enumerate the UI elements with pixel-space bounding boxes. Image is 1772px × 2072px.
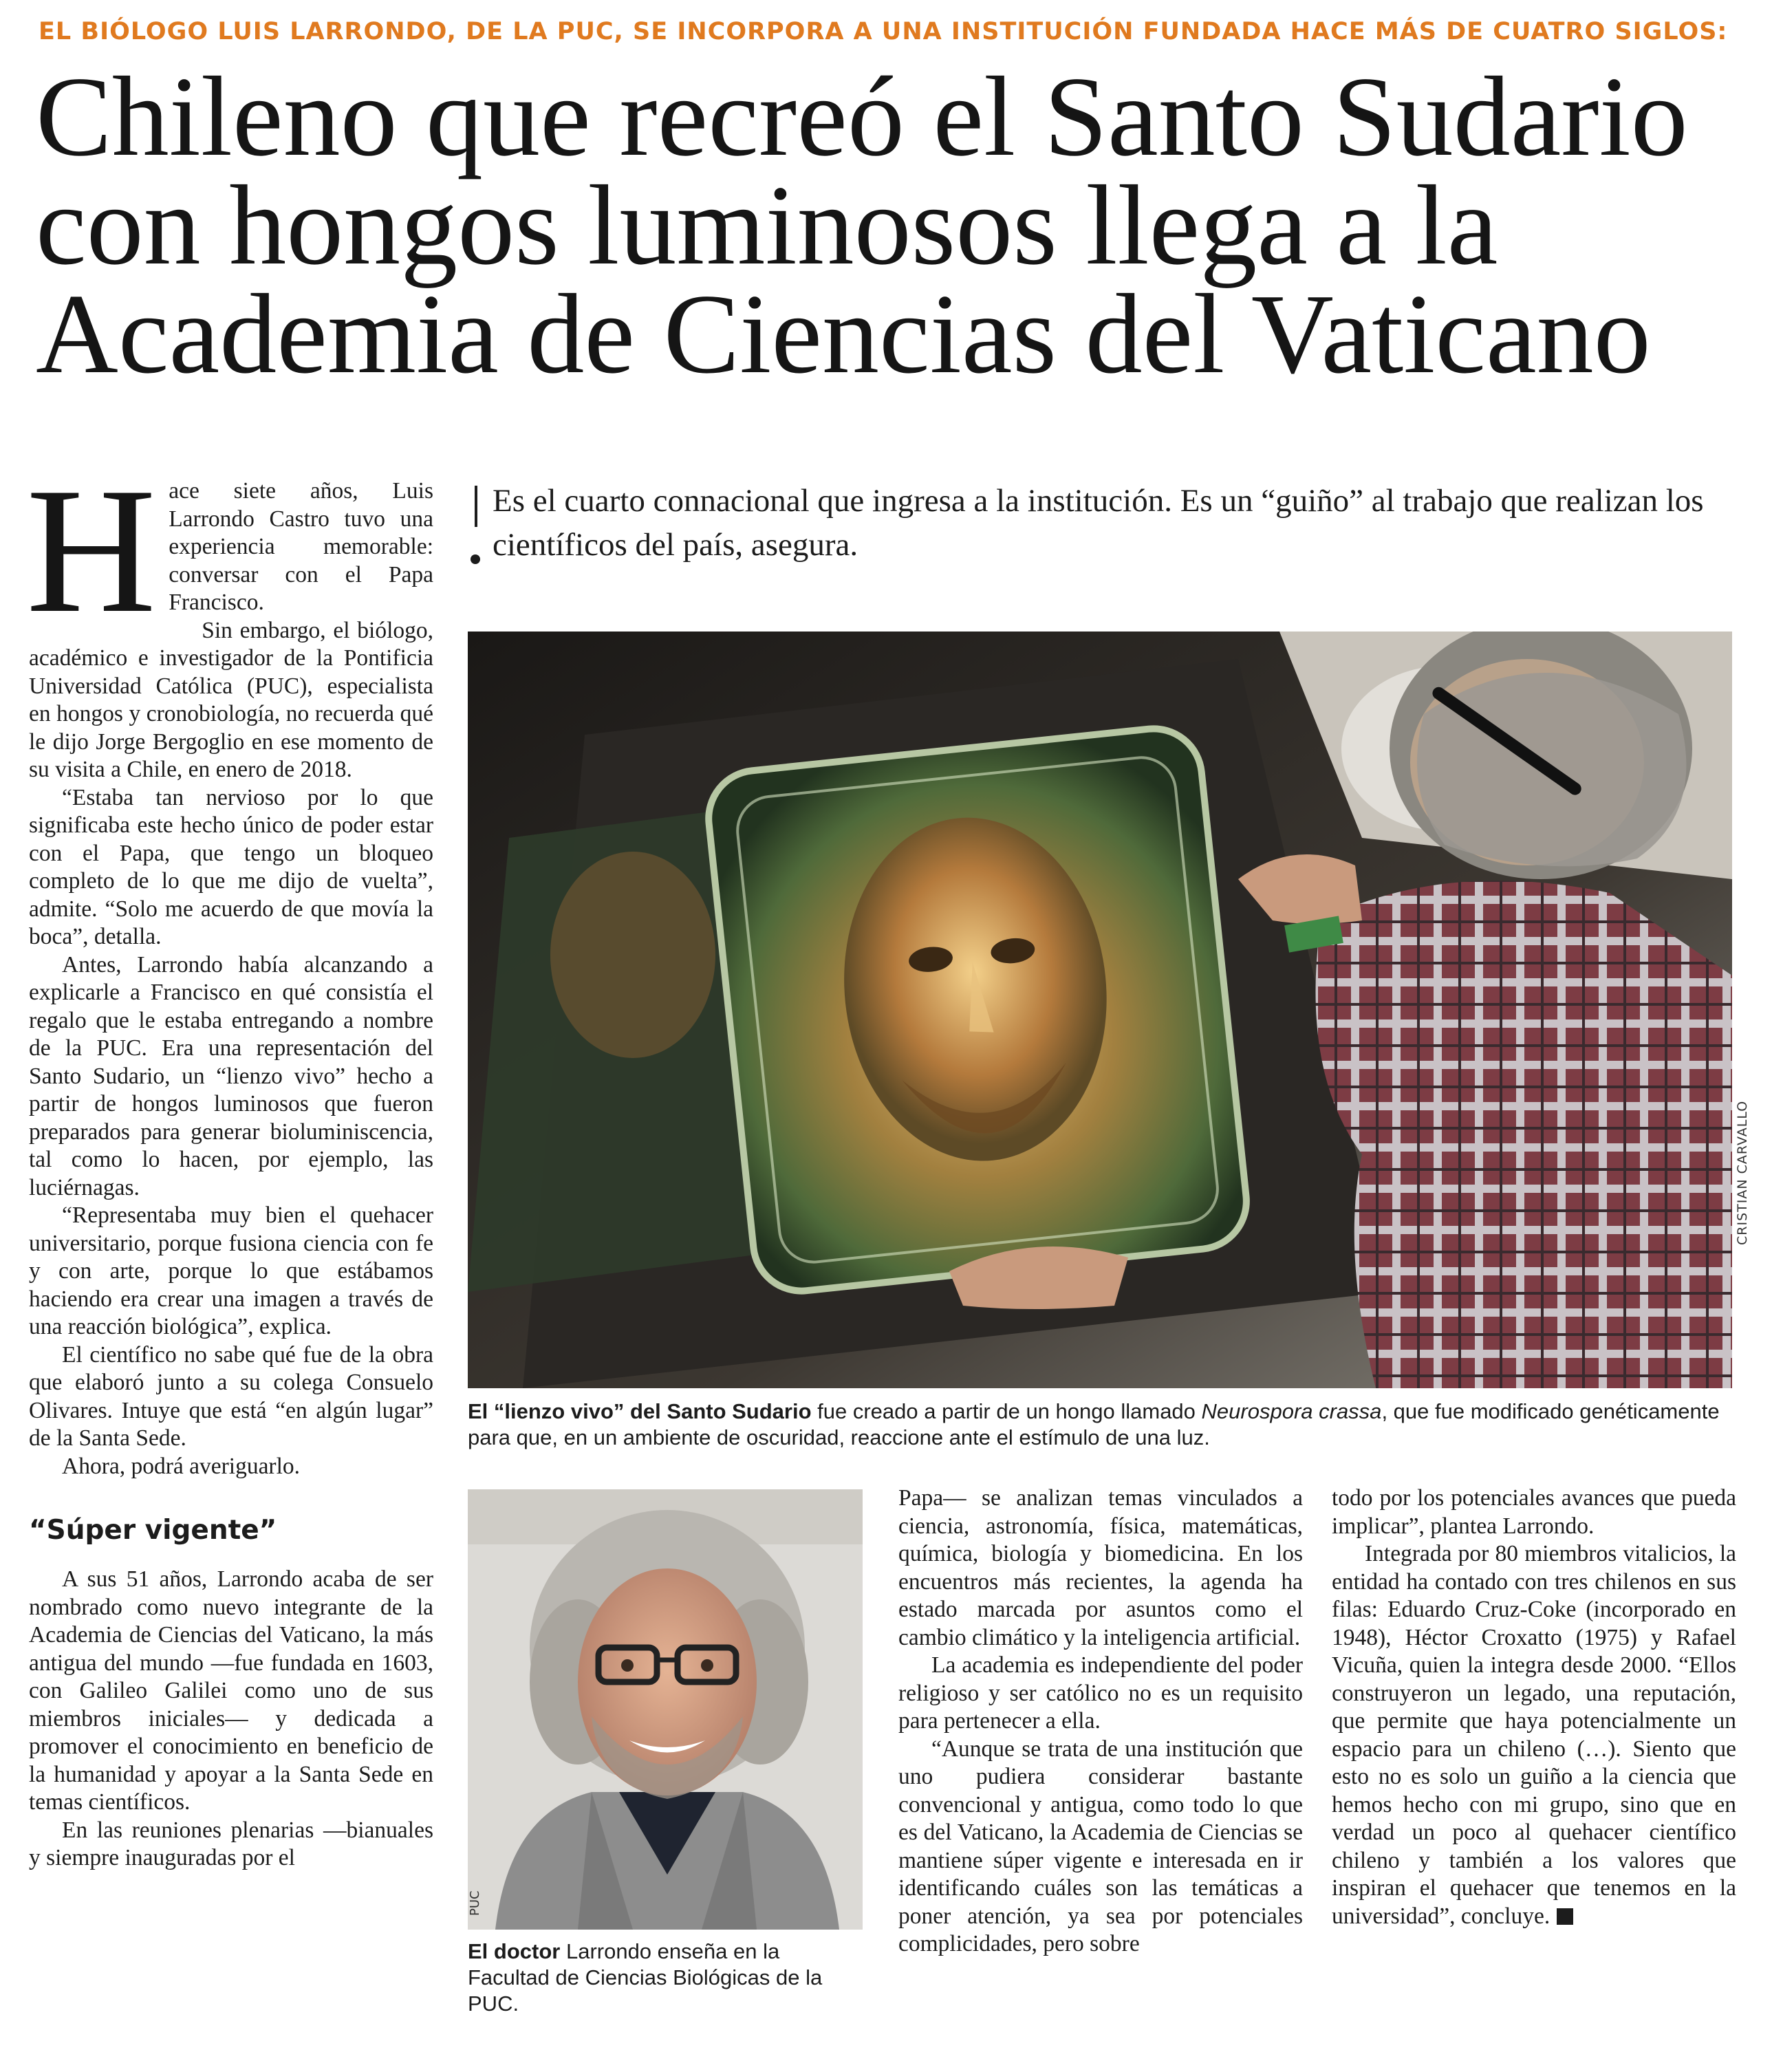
shroud-photo-illustration — [468, 632, 1732, 1388]
end-mark-icon — [1557, 1908, 1573, 1925]
kicker: EL BIÓLOGO LUIS LARRONDO, DE LA PUC, SE INCORPORA A UNA INSTITUCIÓN FUNDADA HACE MÁS DE CUATRO SIGLOS: — [39, 18, 1728, 45]
portrait-photo-credit: PUC — [468, 1890, 482, 1916]
main-photo — [468, 632, 1732, 1388]
body-paragraph: El científico no sabe qué fue de la obra que elaboró junto a su colega Consuelo Olivares. Intuye que está “en algún lugar” de la Santa Sede. — [29, 1341, 433, 1451]
deck-subtitle: Es el cuarto connacional que ingresa a la institución. Es un “guiño” al trabajo que realizan los científicos del país, asegura. — [493, 483, 1704, 563]
body-paragraph: A sus 51 años, Larrondo acaba de ser nombrado como nuevo integrante de la Academia de Ciencias del Vaticano, la más antigua del mundo —fue fundada en 1603, con Galileo Galilei como uno de sus miembros iniciales— y dedicada a promover el conocimiento en beneficio de la humanidad y apoyar a la Santa Sede en temas científicos. — [29, 1566, 433, 1815]
article-column-3 — [898, 1485, 1303, 1958]
body-paragraph: En las reuniones plenarias —bianuales y siempre inauguradas por el — [29, 1817, 433, 1870]
body-paragraph: Papa— se analizan temas vinculados a ciencia, astronomía, física, matemáticas, química, biología y biomedicina. En los encuentros más recientes, la agenda ha estado marcada por asuntos como el cambio climático y la inteligencia artificial. — [898, 1485, 1303, 1650]
article-column-1 — [26, 451, 433, 1873]
body-paragraph: todo por los potenciales avances que pueda implicar”, plantea Larrondo. — [1332, 1485, 1736, 1539]
body-paragraph: La academia es independiente del poder religioso y ser católico no es un requisito para pertenecer a ella. — [898, 1652, 1303, 1734]
deck-bullet — [471, 554, 480, 564]
lead-paragraph: Hace siete años, Luis Larrondo Castro tuvo una experiencia memorable: conversar con el Papa Francisco. — [26, 451, 433, 650]
headline — [36, 53, 1755, 397]
headline-line-3: Academia de Ciencias del Vaticano — [36, 270, 1651, 397]
body-paragraph: Ahora, podrá averiguarlo. — [62, 1453, 301, 1479]
subheading: “Súper vigente” — [29, 1515, 277, 1546]
main-photo-caption: El “lienzo vivo” del Santo Sudario fue creado a partir de un hongo llamado Neurospora crassa, que fue modificado genéticamente para que, en un ambiente de oscuridad, reaccione ante el estímulo de una luz. — [468, 1399, 1720, 1449]
body-paragraph: “Aunque se trata de una institución que uno pudiera considerar bastante convencional y antigua, como todo lo que es del Vaticano, la Academia de Ciencias se mantiene súper vigente e interesada en ir identificando cuáles son las temáticas a poner atención, ya sea por potenciales complicidades, pero sobre — [898, 1736, 1303, 1956]
body-paragraph: “Estaba tan nervioso por lo que significaba este hecho único de poder estar con el Papa, que tengo un bloqueo completo de lo que me dijo de vuelta”, admite. “Solo me acuerdo de que movía la boca”, detalla. — [29, 784, 433, 949]
body-paragraph: Integrada por 80 miembros vitalicios, la entidad ha contado con tres chilenos en sus filas: Eduardo Cruz-Coke (incorporado en 1948), Héctor Croxatto (1975) y Rafael Vicuña, quien la integra desde 2000. “Ellos construyeron un legado, una reputación, que permite que haya potencialmente un espacio para un chileno (…). Siento que esto no es solo un guiño a la ciencia que hemos hecho con mi grupo, sino que en verdad un poco al quehacer científico chileno y también a los valores que inspiran el quehacer que tenemos en la universidad”, concluye. — [1332, 1541, 1736, 1929]
portrait-photo — [468, 1489, 863, 1930]
headline-line-2: con hongos luminosos llega a la — [36, 162, 1498, 288]
body-paragraph: Antes, Larrondo había alcanzando a explicarle a Francisco en qué consistía el regalo que le estaba entregando a nombre de la PUC. Era una representación del Santo Sudario, un “lienzo vivo” hecho a partir de hongos luminosos que fueron preparados para generar bioluminiscencia, tal como lo hacen, por ejemplo, las luciérnagas. — [29, 951, 433, 1200]
portrait-photo-caption: El doctor Larrondo enseña en la Facultad de Ciencias Biológicas de la PUC. — [468, 1939, 823, 2016]
body-paragraph: Sin embargo, el biólogo, académico e investigador de la Pontificia Universidad Católica (PUC), especialista en hongos y cronobiología, no recuerda qué le dijo Jorge Bergoglio en ese momento de su visita a Chile, en enero de 2018. — [29, 617, 433, 782]
deck-rule — [475, 486, 477, 527]
headline-line-1: Chileno que recreó el Santo Sudario — [36, 53, 1688, 180]
body-paragraph: “Representaba muy bien el quehacer universitario, porque fusiona ciencia con fe y con arte, porque lo que estábamos haciendo era crear una imagen a través de una reacción biológica”, explica. — [29, 1202, 433, 1339]
portrait-illustration — [468, 1489, 863, 1930]
drop-cap: H — [26, 451, 157, 650]
article-column-4 — [1332, 1485, 1736, 1930]
main-photo-credit: CRISTIAN CARVALLO — [1735, 1100, 1750, 1245]
